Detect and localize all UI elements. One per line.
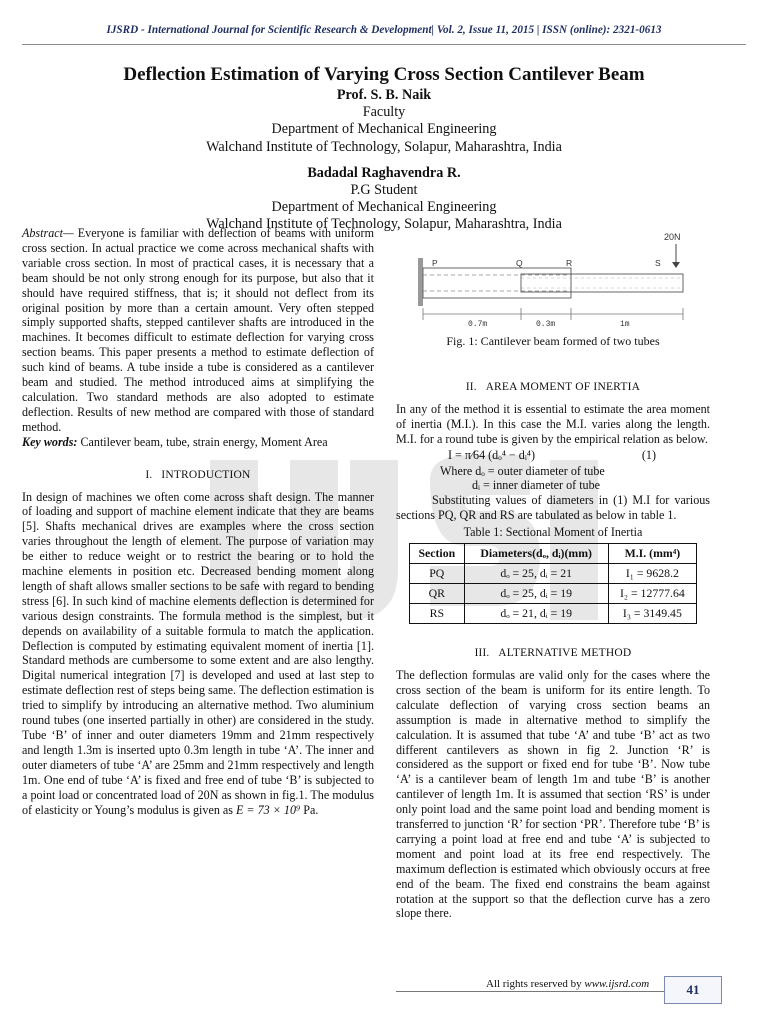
introduction-body (22, 490, 374, 818)
equation-1 (396, 448, 710, 463)
table-cell: QR (410, 584, 465, 604)
table-cell: dₒ = 21, dᵢ = 19 (464, 604, 608, 624)
point-label-r: R (566, 258, 573, 268)
equation-number: (1) (641, 447, 656, 462)
table-cell: dₒ = 25, dᵢ = 19 (464, 584, 608, 604)
section-number: I. (145, 468, 153, 481)
footer-rights-text: All rights reserved by (486, 978, 585, 990)
author-block (0, 87, 768, 234)
table-cell: I₁ = 9628.2 (608, 564, 696, 584)
substitution-text: Substituting values of diameters in (1) M.I for various sections PQ, QR and RS are tabulated as below in table 1. (396, 493, 710, 523)
introduction-text: In design of machines we often come across shaft design. The manner of loading and support of machine element indicate that they are beams [5]. Shafts mechanical drives are examples where the cross section varies throughout the length of element. The purpose of variation may be either to reduce weight or to restrict the bearing or to hold the machine elements in position etc. Decreased bending moment along length of shaft allows smaller sections to be safe with regard to bending stress [6]. In such kind of machine elements deflection is determined for various design constraints. The formula method is the simplest, but it depends on availability of a suitable formula to match the application. Deflection is computed by estimating equivalent moment of inertia [1]. Standard methods are cumbersome to some extent and are also lengthy. Digital numerical integration [7] is developed and used at last step to estimate deflection rest of steps being same. The deflection estimation is tried to simplify by introducing an alternative method. Two aluminium round tubes (one inserted partially in other) are considered in the study. Tube ‘B’ of inner and outer diameters 19mm and 21mm respectively and length 1.3m is inserted upto 0.3m length in tube ‘A’. The inner and outer diameters of tube ‘A’ are 25mm and 21mm respectively and length 1m. One end of tube ‘A’ is fixed and free end of tube ‘B’ is subjected to a point load or concentrated load of 20N as shown in fig.1. The modulus of elasticity or Young’s modulus is given as (22, 489, 374, 817)
author-name: Prof. S. B. Naik (336, 87, 432, 103)
area-moment-body: In any of the method it is essential to estimate the area moment of inertia (M.I.). In this case the M.I. varies along the length. M.I. for a round tube is given by the empirical relation as below. (396, 401, 710, 446)
author-department: Department of Mechanical Engineering (271, 121, 497, 138)
footer-rights (486, 978, 649, 990)
author-department: Department of Mechanical Engineering (271, 199, 497, 216)
table-1-caption: Table 1: Sectional Moment of Inertia (463, 525, 643, 540)
section-number: III. (474, 647, 490, 660)
tube-a (423, 268, 571, 298)
moment-of-inertia-table (409, 543, 697, 624)
table-cell: dₒ = 25, dᵢ = 21 (464, 564, 608, 584)
load-label: 20N (664, 232, 681, 242)
tube-b (521, 274, 683, 292)
author-role: P.G Student (350, 182, 418, 199)
table-header-row (410, 544, 697, 564)
section-title-rest: NTRODUCTION (165, 468, 251, 481)
header-divider (22, 44, 746, 45)
table-cell: PQ (410, 564, 465, 584)
table-header-diameters: Diameters(dₒ, dᵢ)(mm) (464, 544, 608, 564)
section-initial: I (161, 468, 166, 481)
page-number: 41 (664, 976, 722, 1004)
point-label-q: Q (516, 258, 523, 268)
section-heading-alternative-method (396, 646, 710, 661)
equation-where-inner: dᵢ = inner diameter of tube (472, 478, 601, 493)
author-institute: Walchand Institute of Technology, Solapur, Maharashtra, India (206, 138, 562, 155)
right-column (396, 380, 710, 921)
section-heading-area-moment (396, 380, 710, 395)
section-initial: A (498, 647, 507, 660)
section-initial: A (485, 381, 495, 393)
equation-expression: I = π⁄64 (dₒ⁴ − dᵢ⁴) (448, 447, 536, 462)
equation-where-outer: Where dₒ = outer diameter of tube (440, 463, 605, 478)
table-header-section: Section (410, 544, 465, 564)
author-role: Faculty (362, 104, 406, 121)
keywords (22, 435, 374, 450)
running-head: IJSRD - International Journal for Scientific Research & Development| Vol. 2, Issue 11, 2015 | ISSN (online): 2321-0613 (106, 24, 662, 36)
abstract-text: Everyone is familiar with deflection of beams with uniform cross section. In actual practice we come across mechanical shafts with variable cross section. In most of practical cases, it is necessary that a beam should be not only strong enough for its purpose, but also that it should have required stiffness, that is; it should not deflect from its original position by more than a certain amount. Very often stepped simply supported shafts, stepped cantilever shafts are introduced in the machines. It becomes difficult to estimate deflection for varying cross section beams. This paper presents a method to estimate deflection of such kind of beams. A tube inside a tube is considered as a cantilever beam and studied. The method introduced aims at simplifying the calculation. Two standard methods are also adopted to estimate deflection. Results of new method are compared with those of standard method. (22, 226, 374, 434)
fixed-support (418, 258, 423, 306)
alternative-method-body: The deflection formulas are valid only for the cases where the cross section of the beam is uniform for its entire length. To calculate deflection of varying cross section beams an assumption is made in alternative method to simplify the calculation. It is assumed that tube ‘A’ and tube ‘B’ act as two different cantilevers as shown in fig 2. Junction ‘R’ is considered as the support or fixed end for tube ‘B’. Now tube ‘A’ is a cantilever beam of length 1m and tube ‘B’ is another cantilever of length 1m. It is assumed that section ‘RS’ is under only point load and the same point load and bending moment is transferred to junction ‘R’ for section ‘PR’. Therefore tube ‘B’ is carrying a point load at free end and tube ‘A’ is subjected to moment and point load at its free end respectively. The maximum deflection is estimated which obviously occurs at free end of the beam. The fixed end constrains the beam against rotation at the support so that the deflection curve has a zero slope there. (396, 667, 710, 921)
abstract (22, 226, 374, 435)
point-label-p: P (432, 258, 438, 268)
section-heading-introduction (22, 468, 374, 483)
load-arrow-head (672, 262, 680, 268)
abstract-label: Abstract— (22, 226, 74, 240)
table-row (410, 564, 697, 584)
table-header-mi: M.I. (mm⁴) (608, 544, 696, 564)
modulus-value: E = 73 × 10⁹ (236, 802, 301, 817)
point-label-s: S (655, 258, 661, 268)
table-row (410, 584, 697, 604)
dimension-label-pq: 0.7m (468, 320, 488, 329)
footer-site-link[interactable]: www.ijsrd.com (584, 978, 650, 990)
keywords-text: Cantilever beam, tube, strain energy, Moment Area (77, 434, 328, 449)
modulus-unit: Pa. (300, 802, 319, 817)
author-name: Badadal Raghavendra R. (307, 164, 461, 181)
dimension-label-rs: 1m (620, 320, 630, 329)
figure-1-cantilever-diagram (418, 228, 708, 333)
section-title-rest: REA MOMENT OF INERTIA (494, 381, 641, 393)
keywords-label: Key words: (22, 434, 78, 449)
section-number: II. (465, 381, 477, 393)
table-cell: I₂ = 12777.64 (608, 584, 696, 604)
table-cell: I₃ = 3149.45 (608, 604, 696, 624)
dimension-label-qr: 0.3m (536, 320, 556, 329)
table-cell: RS (410, 604, 465, 624)
table-row (410, 604, 697, 624)
section-title-rest: LTERNATIVE METHOD (506, 647, 632, 660)
left-column (22, 226, 374, 817)
author-institute: Walchand Institute of Technology, Solapur, Maharashtra, India (206, 216, 562, 233)
paper-title: Deflection Estimation of Varying Cross Section Cantilever Beam (123, 64, 645, 85)
figure-1-caption: Fig. 1: Cantilever beam formed of two tubes (446, 334, 660, 348)
